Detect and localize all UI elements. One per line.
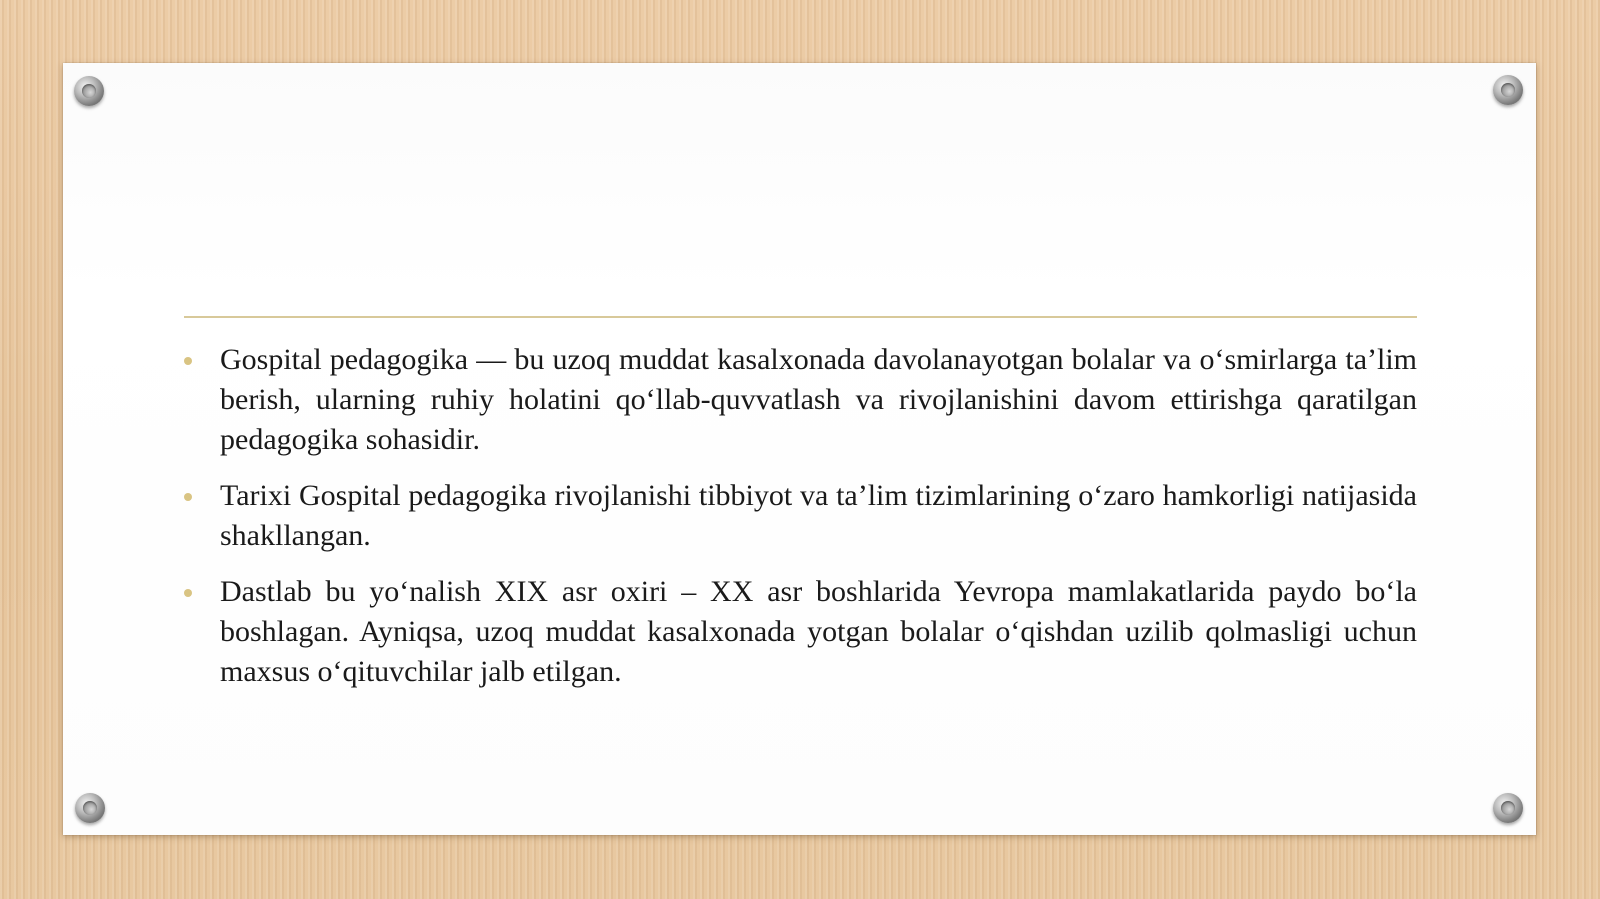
title-divider [184, 316, 1417, 318]
bullet-dot-icon [184, 357, 192, 365]
bullet-list [184, 340, 1417, 692]
bullet-item [184, 476, 1417, 556]
bullet-text: Gospital pedagogika — bu uzoq muddat kasalxonada davolanayotgan bolalar va o‘smirlarga ta’lim berish, ularning ruhiy holatini qo‘llab-quvvatlash va rivojlanishini davom ettirishga qaratilgan pedagogika sohasidir. [220, 343, 1417, 456]
bullet-text: Tarixi Gospital pedagogika rivojlanishi tibbiyot va ta’lim tizimlarining o‘zaro hamkorligi natijasida shakllangan. [220, 479, 1417, 552]
slide-body [184, 340, 1417, 708]
grommet-icon [1493, 793, 1523, 823]
bullet-dot-icon [184, 493, 192, 501]
grommet-icon [1493, 75, 1523, 105]
bullet-item [184, 572, 1417, 692]
bullet-dot-icon [184, 589, 192, 597]
bullet-text: Dastlab bu yo‘nalish XIX asr oxiri – XX asr boshlarida Yevropa mamlakatlarida paydo bo‘la boshlagan. Ayniqsa, uzoq muddat kasalxonada yotgan bolalar o‘qishdan uzilib qolmasligi uchun maxsus o‘qituvchilar jalb etilgan. [220, 575, 1417, 688]
bullet-item [184, 340, 1417, 460]
grommet-icon [75, 793, 105, 823]
grommet-icon [74, 76, 104, 106]
